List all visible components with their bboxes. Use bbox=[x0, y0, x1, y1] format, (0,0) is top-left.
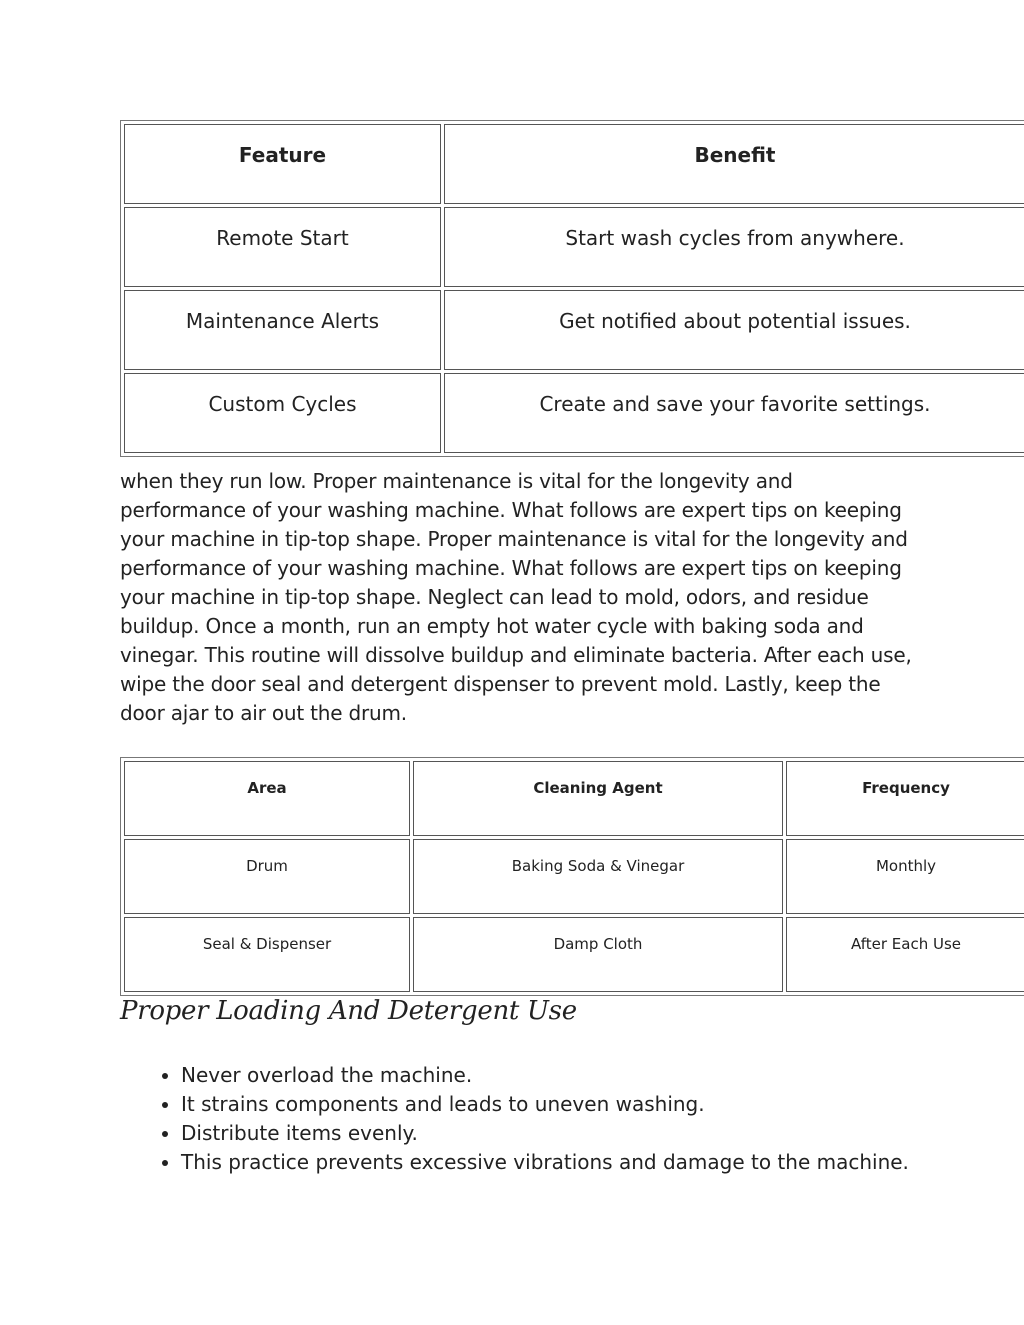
table-cell: Drum bbox=[124, 839, 410, 914]
table-header-cell: Area bbox=[124, 761, 410, 836]
table-cell: Get notified about potential issues. bbox=[444, 290, 1024, 370]
table-cell: Seal & Dispenser bbox=[124, 917, 410, 992]
maintenance-table bbox=[120, 757, 1024, 996]
table-cell: Baking Soda & Vinegar bbox=[413, 839, 783, 914]
list-item: • It strains components and leads to uneven washing. bbox=[181, 1090, 970, 1119]
table-row bbox=[124, 917, 1024, 992]
list-item: • Distribute items evenly. bbox=[181, 1119, 970, 1148]
table-row bbox=[124, 373, 1024, 453]
table-cell: Custom Cycles bbox=[124, 373, 441, 453]
table-row bbox=[124, 290, 1024, 370]
table-row bbox=[124, 839, 1024, 914]
table-cell: Remote Start bbox=[124, 207, 441, 287]
table-row bbox=[124, 207, 1024, 287]
table-cell: After Each Use bbox=[786, 917, 1024, 992]
table-cell: Damp Cloth bbox=[413, 917, 783, 992]
table-header-row bbox=[124, 761, 1024, 836]
table-header-cell: Frequency bbox=[786, 761, 1024, 836]
table-header-cell: Benefit bbox=[444, 124, 1024, 204]
section-heading: Proper Loading And Detergent Use bbox=[120, 996, 577, 1026]
table-cell: Monthly bbox=[786, 839, 1024, 914]
list-item: • Never overload the machine. bbox=[181, 1061, 970, 1090]
table-header-row bbox=[124, 124, 1024, 204]
features-table bbox=[120, 120, 1024, 457]
body-paragraph: when they run low. Proper maintenance is vital for the longevity and performance of your washing machine. What follows are expert tips on keeping your machine in tip-top shape. Proper maintenance is vital for the longevity and performance of your washing machine. What follows are expert tips on keeping your machine in tip-top shape. Neglect can lead to mold, odors, and residue buildup. Once a month, run an empty hot water cycle with baking soda and vinegar. This routine will dissolve buildup and eliminate bacteria. After each use, wipe the door seal and detergent dispenser to prevent mold. Lastly, keep the door ajar to air out the drum. bbox=[120, 469, 912, 725]
list-item: • This practice prevents excessive vibrations and damage to the machine. bbox=[181, 1148, 970, 1177]
table-cell: Start wash cycles from anywhere. bbox=[444, 207, 1024, 287]
table-cell: Create and save your favorite settings. bbox=[444, 373, 1024, 453]
bullet-list bbox=[120, 1061, 970, 1177]
table-header-cell: Feature bbox=[124, 124, 441, 204]
table-cell: Maintenance Alerts bbox=[124, 290, 441, 370]
table-header-cell: Cleaning Agent bbox=[413, 761, 783, 836]
